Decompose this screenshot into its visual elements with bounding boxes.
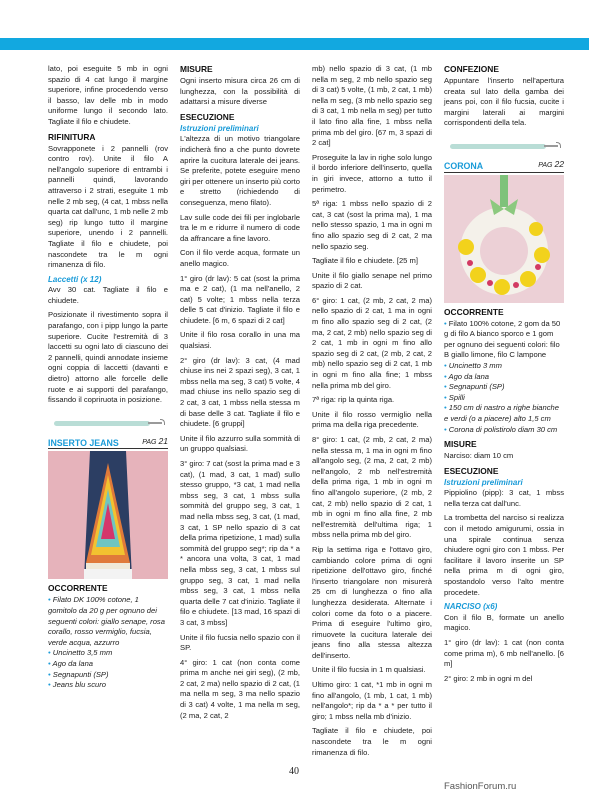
laccetti-heading: Laccetti (x 12) xyxy=(48,274,102,284)
paragraph: 7ª riga: rip la quinta riga. xyxy=(312,395,395,405)
materials-list xyxy=(444,319,564,436)
paragraph: 2° giro: 2 mb in ogni m del xyxy=(444,673,533,683)
paragraph: Pippiolino (pipp): 3 cat, 1 mbss nella terza cat dall'unc. xyxy=(444,488,564,508)
crochet-hook-icon xyxy=(444,133,564,159)
misure-text: Narciso: diam 10 cm xyxy=(444,451,514,461)
confezione-text: Appuntare l'inserto nell'apertura creata sul lato della gamba dei jeans poi, con il filo fucsia, cucite i margini laterali ai margini corrispondenti della tela. xyxy=(444,76,564,128)
paragraph: Tagliate il filo e chiudete. [25 m] xyxy=(312,256,418,266)
paragraph: L'altezza di un motivo triangolare indicherà fino a che punto dovrete aprire la cucitura laterale dei jeans. Se preferite, potete eseguire meno giri per ottenere un inserto più corto e stretto (richiedendo di conseguenza, meno filato). xyxy=(180,134,300,207)
esecuzione-heading: ESECUZIONE xyxy=(444,465,499,476)
page-ref xyxy=(142,436,168,449)
page-header-band xyxy=(0,0,589,50)
page-ref-prefix: PAG xyxy=(142,438,157,446)
paragraph: mb) nello spazio di 3 cat, (1 mb nella m seg, 2 mb nello spazio seg di 3 cat) 5 volte, (1 mb, 2 cat, 1 mb) nella m seg, (3 mb nello spazio seg di 3 cat, 1 mb nella m seg) per tutto il lato fino alla fine, 1 mbss nella prima mb del giro. [67 m, 3 spazi di 2 cat] xyxy=(312,64,432,148)
list-item: • Filato 100% cotone, 2 gom da 50 g di filo A bianco sporco e 1 gom per ognuno dei seguenti colori: filo B giallo limone, filo C lampone xyxy=(444,318,561,360)
rifinitura-text: Sovrapponete i 2 pannelli (rov contro rov). Unite il filo A nell'angolo superiore di entrambi i pannelli quindi, lavorando attraverso i 2 strati, eseguite 1 mb nelle 2 mb seg, (4 cat, 1 mbss nella quarta cat dall'unc, 1 mb nelle 2 mb seg) rip lungo tutto il margine superiore, unendo i 2 pannelli. Tagliate il filo e chiudete, poi nascondete tra le m ogni rimanenza di filo. xyxy=(48,143,168,270)
paragraph: La trombetta del narciso si realizza con il metodo amigurumi, ossia in una spirale continua senza chiudere ogni giro con 1 mbss. Per facilitare il lavoro inserite un SP nella prima m di ogni giro, spostandolo verso l'alto mentre procedete. xyxy=(444,513,564,597)
paragraph: Unite il filo azzurro sulla sommità di un gruppo qualsiasi. xyxy=(180,433,300,454)
occorrente-heading: OCCORRENTE xyxy=(48,583,108,594)
paragraph: 3° giro: 7 cat (sost la prima mad e 3 cat), (1 mad, 3 cat, 1 mad) sullo stesso gruppo, *3 cat, 1 mad nella mbss seg, 3 cat, 1 mbss sulla sommità del gruppo seg, 3 cat, 1 mad nella mbss seg, 3 cat, (1 mad, 3 cat, 1 SP nello spazio di 3 cat della prima ripetizione, 1 mad) sulla sommità del gruppo seg*; rip da * a * ancora una volta, 3 cat, 1 mad nella mbss seg, 3 cat, 1 mbss sul gruppo seg, 3 cat, 1 mad nella mbss seg, 3 cat, 1 mbss nella quarta delle 7 cat d'inizio. Tagliate il filo e chiudete. [13 mad, 16 spazi di 3 cat, 3 mbss] xyxy=(180,459,300,627)
list-item: • Corona di polistirolo diam 30 cm xyxy=(444,424,558,434)
page-number: 40 xyxy=(289,766,299,777)
paragraph: Unite il filo giallo senape nel primo spazio di 2 cat. xyxy=(312,270,432,291)
paragraph: Tagliate il filo e chiudete, poi nascondete tra le m ogni rimanenza di filo. xyxy=(312,726,432,757)
rifinitura-heading: RIFINITURA xyxy=(48,131,96,142)
paragraph: 6° giro: 1 cat, (2 mb, 2 cat, 2 ma) nello spazio di 2 cat, 1 ma in ogni m fino allo spazio seg di 2 cat, (2 ma, 2 cat, 2 mb) nello spazio seg di 2 cat, 1 mb in ogni m fino allo spazio seg di 2 cat, (2 mb, 2 cat, 2 mb) nello spazio seg di 2 cat, 1 mb in ogni m fino alla fine; 1 mbss nella prima mb del giro. xyxy=(312,295,432,390)
esecuzione-heading: ESECUZIONE xyxy=(180,111,235,122)
column-1 xyxy=(48,64,168,691)
paragraph: Ultimo giro: 1 cat, *1 mb in ogni m fino all'angolo, (1 mb, 1 cat, 1 mb) nell'angolo*; rip da * a * per tutto il giro; 1 mbss nella mb d'inizio. xyxy=(312,680,432,721)
paragraph: 8° giro: 1 cat, (2 mb, 2 cat, 2 ma) nella stessa m, 1 ma in ogni m fino all'angolo seg, (2 ma, 2 cat, 2 mb) nell'angolo, 2 mb nell'estremità della prima riga, 1 mb in ogni m fino all'angolo superiore, (2 mb, 2 cat, 2 mb) nello spazio di 2 cat, 1 mb in ogni m fino alla fine, 2 mb nell'estremità dell'ultima riga; 1 mbss nella prima mb del giro. xyxy=(312,435,432,540)
page-ref-number: 21 xyxy=(158,435,168,446)
confezione-heading: CONFEZIONE xyxy=(444,64,499,74)
laccetti-text-2: Posizionate il rivestimento sopra il parafango, con i pipp lungo la parte superiore. Cucite l'estremità di 3 laccetti su ogni lato di ciascuno dei 2 pannelli, quindi annodate insieme ogni coppia di laccetti (davanti e dietro) attorno alle forcelle delle ruote e ai supporti del parafango, fissando il copriruota in posizione. xyxy=(48,310,168,405)
section-title: CORONA xyxy=(444,160,484,171)
occorrente-heading: OCCORRENTE xyxy=(444,306,504,317)
col1-intro: lato, poi eseguite 5 mb in ogni spazio di 4 cat lungo il margine superiore, infine procedendo verso il basso, lav delle mb in modo uniforme lungo il secondo lato. Tagliate il filo e chiudete. xyxy=(48,64,168,126)
istruzioni-heading: Istruzioni preliminari xyxy=(180,123,259,133)
crochet-hook-icon xyxy=(48,410,168,436)
list-item: • Ago da lana xyxy=(48,658,94,668)
page-ref xyxy=(538,159,564,172)
list-item: • Spilli xyxy=(444,392,465,402)
narciso-heading: NARCISO (x6) xyxy=(444,602,498,612)
section-header-corona xyxy=(444,159,564,173)
header-stripe xyxy=(0,38,589,50)
list-item: • Uncinetto 3,5 mm xyxy=(48,648,113,658)
misure-heading: MISURE xyxy=(180,64,213,74)
section-header-inserto xyxy=(48,436,168,450)
paragraph: Unite il filo rosso vermiglio nella prima ma della riga precedente. xyxy=(312,409,432,430)
wreath-photo xyxy=(444,175,564,303)
jeans-insert-photo xyxy=(48,451,168,579)
paragraph: Proseguite la lav in righe solo lungo il bordo inferiore dell'inserto, quella in giri invece, attorno a tutto il perimetro. xyxy=(312,152,432,194)
misure-heading: MISURE xyxy=(444,439,477,450)
list-item: • 150 cm di nastro a righe bianche e verdi (o a piacere) alto 1,5 cm xyxy=(444,403,559,423)
paragraph: 1° giro (dr lav): 5 cat (sost la prima ma e 2 cat), (1 ma nell'anello, 2 cat) 5 volte; 1 mbss nella terza delle 5 cat d'inizio. Tagliate il filo e chiudete. [6 m, 6 spazi di 2 cat] xyxy=(180,273,300,325)
section-title: INSERTO JEANS xyxy=(48,437,119,448)
paragraph: Lav sulle code dei fili per inglobarle tra le m e ridurre il numero di code da affrancare a fine lavoro. xyxy=(180,212,300,243)
page-ref-prefix: PAG xyxy=(538,161,553,169)
list-item: • Jeans blu scuro xyxy=(48,680,106,690)
paragraph: Rip la settima riga e l'ottavo giro, cambiando colore prima di ogni ripetizione dell'ottavo giro, finché l'inserto triangolare non misurerà 25 cm di lunghezza o fino alla lunghezza desiderata. Alternate i colori come da foto o a piacere. Prima di eseguire l'ultimo giro, rimuovete la cucitura laterale dei jeans fino alla stessa altezza dell'inserto. xyxy=(312,544,432,660)
list-item: • Segnapunti (SP) xyxy=(444,382,505,392)
paragraph: 4° giro: 1 cat (non conta come prima m anche nei giri seg), (2 mb, 2 cat, 2 ma) nello spazio di 2 cat, (1 ma nella m seg, 3 ma nello spazio di 3 cat) 4 volte, 1 ma nella m seg, (2 ma, 2 cat, 2 xyxy=(180,657,300,720)
column-4 xyxy=(444,64,564,688)
paragraph: 1° giro (dr lav): 1 cat (non conta come prima m), 6 mb nell'anello. [6 m] xyxy=(444,638,564,669)
paragraph: Con il filo B, formate un anello magico. xyxy=(444,612,564,633)
materials-list xyxy=(48,595,168,690)
laccetti-text-1: Avv 30 cat. Tagliate il filo e chiudete. xyxy=(48,285,168,305)
list-item: • Segnapunti (SP) xyxy=(48,669,109,679)
paragraph: Con il filo verde acqua, formate un anello magico. xyxy=(180,248,300,268)
paragraph: Unite il filo rosa corallo in una ma qualsiasi. xyxy=(180,330,300,351)
paragraph: Unite il filo fucsia nello spazio con il SP. xyxy=(180,632,300,653)
page-ref-number: 22 xyxy=(554,158,564,169)
paragraph: 2° giro (dr lav): 3 cat, (4 mad chiuse ins nei 2 spazi seg), 3 cat, 1 mbss nella ma seg, 3 cat) 5 volte, 4 mad chiuse ins nello spazio seg di 2 cat, 3 cat, 1 mbss nella stessa m di base delle 3 cat. Tagliate il filo e chiudete. [6 gruppi] xyxy=(180,355,300,429)
istruzioni-heading: Istruzioni preliminari xyxy=(444,477,523,487)
paragraph: 5ª riga: 1 mbss nello spazio di 2 cat, 3 cat (sost la prima ma), 1 ma nello stesso spazio, 1 ma in ogni m fino allo spazio seg di 2 cat, 2 ma nello spazio seg. xyxy=(312,199,432,251)
paragraph: Unite il filo fucsia in 1 m qualsiasi. xyxy=(312,665,426,675)
column-2 xyxy=(180,64,300,725)
list-item: • Filato DK 100% cotone, 1 gomitolo da 20 g per ognuno dei seguenti colori: giallo senape, rosa corallo, rosso vermiglio, fucsia, verde acqua, azzurro xyxy=(48,595,165,647)
misure-text: Ogni inserto misura circa 26 cm di lunghezza, con la possibilità di adattarsi a misure diverse xyxy=(180,76,300,107)
list-item: • Uncinetto 3 mm xyxy=(444,360,502,370)
list-item: • Ago da lana xyxy=(444,371,490,381)
watermark: FashionForum.ru xyxy=(444,781,517,792)
column-3 xyxy=(312,64,432,762)
